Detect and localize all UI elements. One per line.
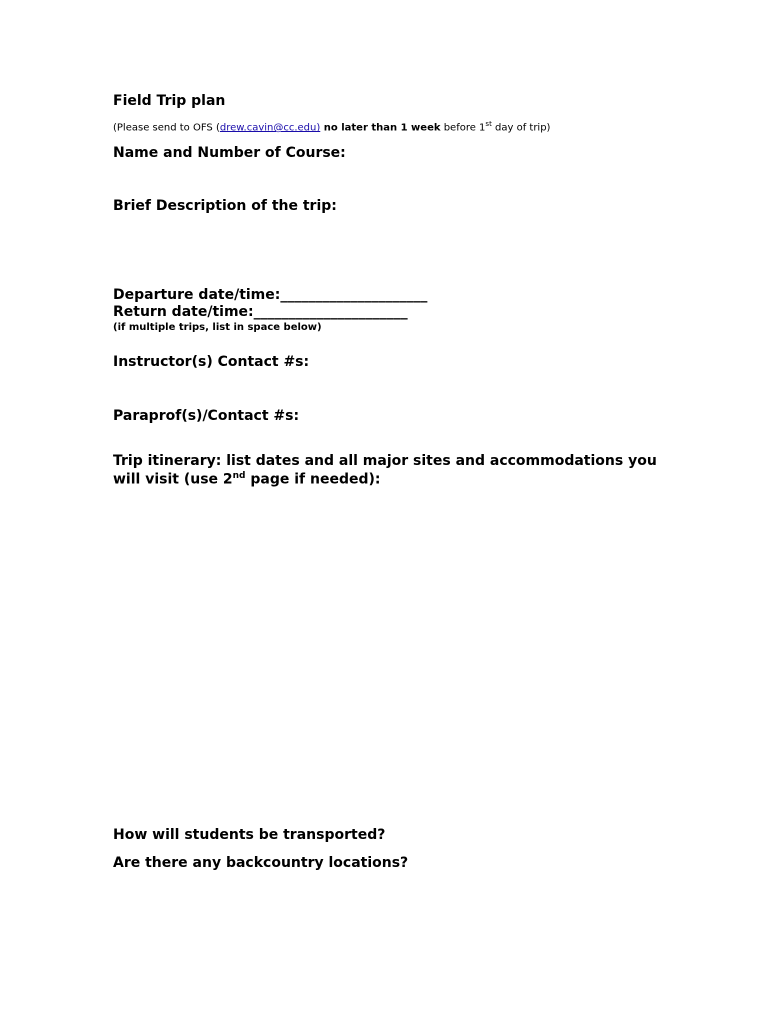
itinerary-label-line1: Trip itinerary: list dates and all major sites and accommodations you — [113, 453, 657, 469]
note-deadline: no later than 1 week — [320, 122, 441, 134]
note-sup: st — [485, 120, 492, 128]
departure-field: Departure date/time:_____________________ — [113, 287, 428, 303]
instructor-contact-label: Instructor(s) Contact #s: — [113, 354, 310, 370]
note-suffix: day of trip) — [491, 122, 551, 134]
note-mid: before 1 — [440, 122, 486, 134]
course-label: Name and Number of Course: — [113, 145, 346, 161]
itinerary-line2-prefix: will visit (use 2 — [113, 471, 233, 488]
itinerary-line2-sup: nd — [232, 471, 246, 481]
transport-question: How will students be transported? — [113, 827, 386, 843]
backcountry-question: Are there any backcountry locations? — [113, 855, 409, 871]
email-link[interactable]: drew.cavin@cc.edu) — [219, 122, 321, 134]
description-label: Brief Description of the trip: — [113, 198, 337, 214]
itinerary-label-line2 — [113, 471, 381, 488]
submission-note — [113, 120, 550, 133]
return-field: Return date/time:______________________ — [113, 304, 408, 320]
paraprof-contact-label: Paraprof(s)/Contact #s: — [113, 408, 300, 424]
multiple-trips-note: (if multiple trips, list in space below) — [113, 322, 322, 333]
page-title: Field Trip plan — [113, 93, 226, 109]
itinerary-line2-suffix: page if needed): — [245, 471, 381, 488]
note-prefix: (Please send to OFS ( — [113, 122, 220, 134]
